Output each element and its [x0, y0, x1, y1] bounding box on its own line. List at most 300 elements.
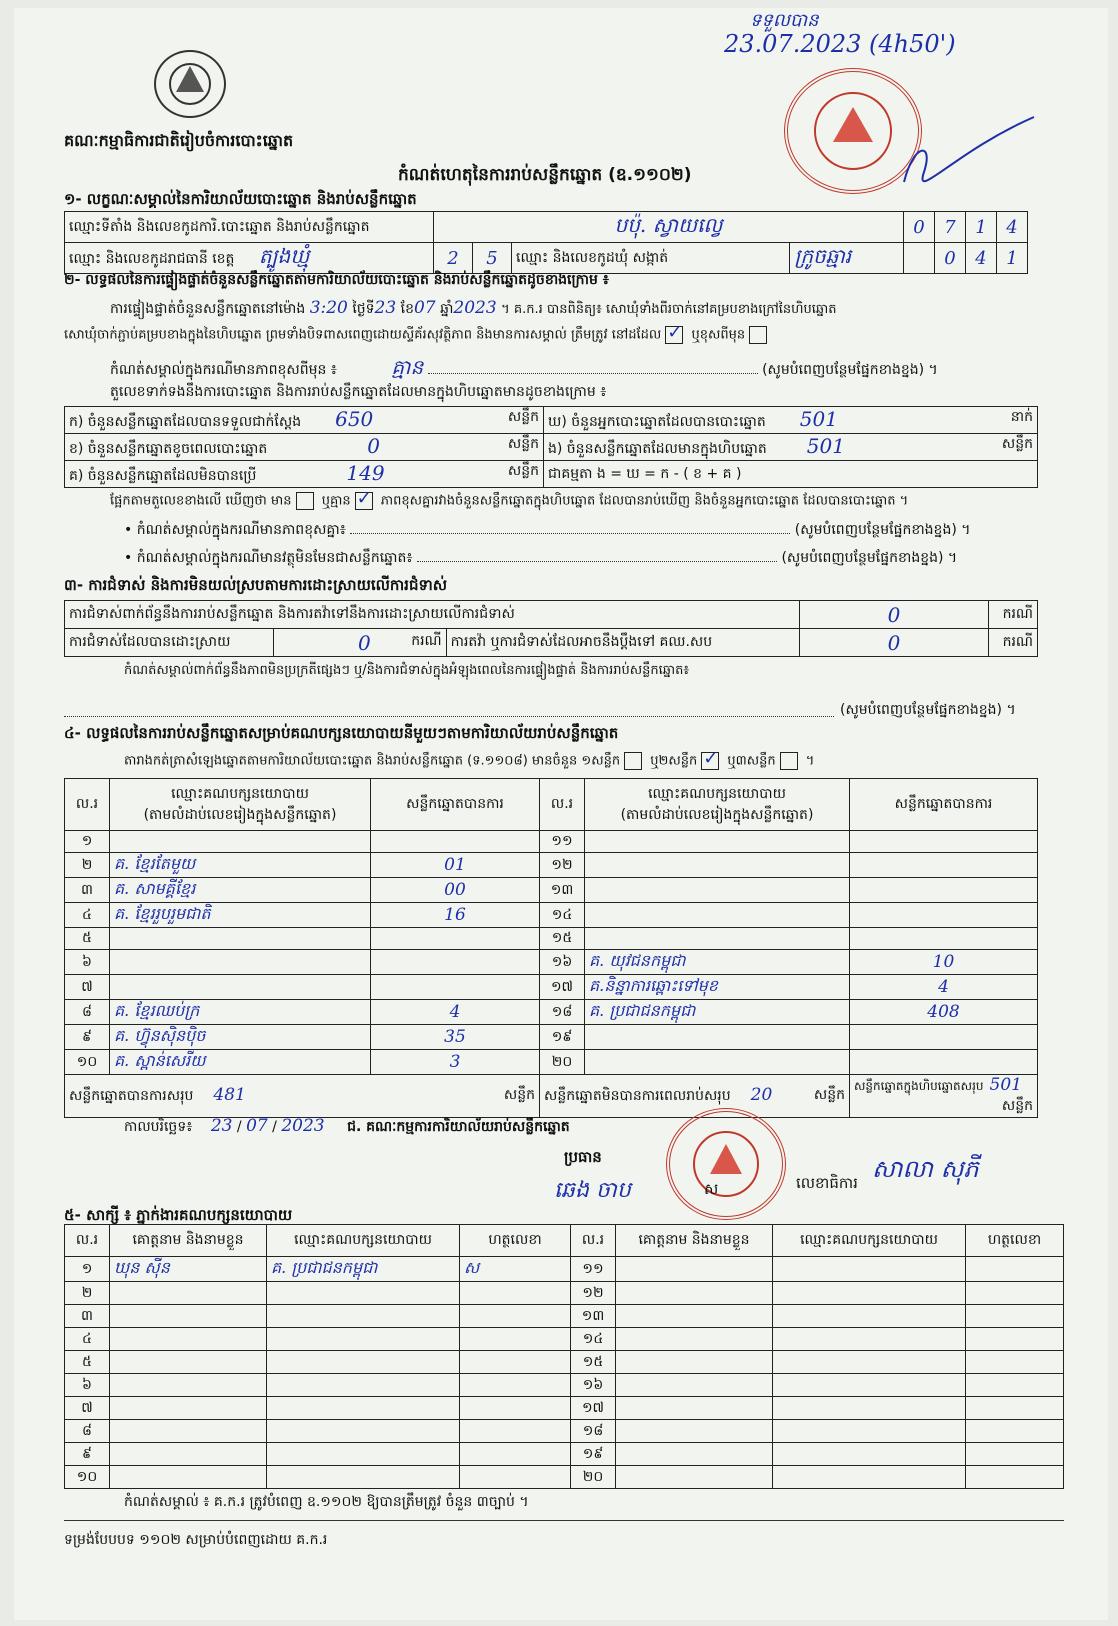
section1-heading: ១- លក្ខណៈសម្គាល់នៃការិយាល័យបោះឆ្នោត និងរាប់សន្លឹកឆ្នោត: [64, 190, 417, 208]
party-name-cell: គ.និន្នាការឆ្ពោះទៅមុខ: [585, 975, 850, 1000]
witness-party-cell: [773, 1374, 966, 1397]
witness-sign-cell: [460, 1305, 571, 1328]
station-table: [64, 211, 1028, 274]
verification-time: 3:20: [309, 298, 348, 318]
witness-sign-cell: [966, 1466, 1064, 1489]
row-a-label: ក) ចំនួនសន្លឹកឆ្នោតដែលបានទទួលជាក់ស្តែង: [69, 414, 302, 430]
objection-table: [64, 600, 1038, 657]
witness-no-cell: ៩: [65, 1443, 110, 1466]
witness-no-cell: ១០: [65, 1466, 110, 1489]
commune-label: ឈ្មោះ និងលេខកូដឃុំ សង្កាត់: [512, 243, 790, 274]
witness-name-cell: [110, 1305, 267, 1328]
objection-row1-value: 0: [800, 601, 989, 629]
row-e-label: ង) ចំនួនសន្លឹកឆ្នោតដែលមានក្នុងហិបឆ្នោត: [548, 441, 767, 457]
section5-heading: ៥- សាក្សី ៖ ភ្នាក់ងារគណបក្សនយោបាយ: [64, 1206, 293, 1224]
col-party-left: ឈ្មោះគណបក្សនយោបាយ: [171, 785, 309, 802]
witness-sign-cell: [966, 1420, 1064, 1443]
party-no-cell: ៣: [65, 878, 110, 903]
received-datetime: 23.07.2023 (4h50'): [724, 30, 956, 58]
witness-name-cell: [110, 1397, 267, 1420]
witness-sign-cell: [966, 1257, 1064, 1282]
witness-no-cell: ១៥: [571, 1351, 616, 1374]
witness-name-cell: [616, 1305, 773, 1328]
station-code-4: 4: [997, 212, 1028, 243]
witness-no-cell: ៨: [65, 1420, 110, 1443]
province-value: ត្បូងឃ្មុំ: [258, 244, 310, 268]
party-votes-cell: [850, 1025, 1038, 1050]
party-no-cell: ១: [65, 831, 110, 853]
witness-sign-cell: [460, 1397, 571, 1420]
witness-sign-cell: [460, 1282, 571, 1305]
witness-no-cell: ៥: [65, 1351, 110, 1374]
total-invalid-value: 20: [750, 1085, 773, 1105]
bullet-foreign-object: [124, 548, 1044, 569]
witness-name-cell: [616, 1257, 773, 1282]
col-votes-right: សន្លឹកឆ្នោតបានការ: [850, 779, 1038, 831]
witness-sign-cell: ស: [460, 1257, 571, 1282]
objection-row3-label: ការតវ៉ា ឬការជំទាស់ដែលអាចនឹងប្តឹងទៅ គឈ.សប: [446, 629, 799, 657]
commune-code-1: 0: [935, 243, 966, 274]
changed-checkbox[interactable]: [749, 326, 767, 344]
party-no-cell: ៨: [65, 1000, 110, 1025]
col-party-sub-right: (តាមលំដាប់លេខរៀងក្នុងសន្លឹកឆ្នោត): [620, 806, 814, 823]
witness-row: [65, 1257, 1064, 1282]
witness-name-cell: [110, 1374, 267, 1397]
objection-row1-label: ការជំទាស់ពាក់ព័ន្ធនឹងការរាប់សន្លឹកឆ្នោត និងការតវ៉ាទៅនឹងការដោះស្រាយលើការជំទាស់: [65, 601, 800, 629]
chair-signature: ឆេង ចាប: [554, 1178, 631, 1203]
party-result-row: [65, 1025, 1038, 1050]
witness-party-cell: [267, 1443, 460, 1466]
station-label: ឈ្មោះទីតាំង និងលេខកូដការិ.បោះឆ្នោត និងរាប់សន្លឹកឆ្នោត: [65, 212, 434, 243]
change-note-value: គ្មាន: [391, 355, 424, 379]
report-title: កំណត់ហេតុនៃការរាប់សន្លឹកឆ្នោត (ឧ.១១០២): [398, 165, 692, 185]
total-valid-value: 481: [213, 1085, 246, 1105]
province-code-2: 5: [473, 243, 512, 274]
witness-party-cell: [773, 1397, 966, 1420]
ballot-count-table: [64, 406, 1038, 488]
witness-col-no-left: ល.រ: [65, 1225, 110, 1257]
party-votes-cell: [371, 975, 540, 1000]
witness-party-cell: [773, 1443, 966, 1466]
party-name-cell: គ. ខ្មែររួបរួមជាតិ: [110, 903, 371, 928]
party-name-cell: [110, 928, 371, 950]
witness-party-cell: គ. ប្រជាជនកម្ពុជា: [267, 1257, 460, 1282]
party-name-cell: គ. ខ្មែរតែមួយ: [110, 853, 371, 878]
discrepancy-none-label: ឬគ្មាន: [321, 493, 351, 509]
witness-sign-cell: [460, 1328, 571, 1351]
witness-name-cell: [616, 1282, 773, 1305]
party-votes-cell: [850, 831, 1038, 853]
witness-sign-cell: [460, 1466, 571, 1489]
witness-no-cell: ១៧: [571, 1397, 616, 1420]
row-c-label: គ) ចំនួនសន្លឹកឆ្នោតដែលមិនបានប្រើ: [69, 468, 257, 484]
discrepancy-yes-checkbox[interactable]: [296, 492, 314, 510]
col-no-right: ល.រ: [540, 779, 585, 831]
commune-code-3: 1: [997, 243, 1028, 274]
row-e-value: 501: [806, 434, 845, 458]
change-note-line: [110, 354, 1050, 384]
change-note-hint: (សូមបំពេញបន្ថែមផ្នែកខាងខ្នង) ។: [762, 362, 938, 378]
witness-party-cell: [773, 1305, 966, 1328]
commune-code-2: 4: [966, 243, 997, 274]
witness-rows: [65, 1257, 1064, 1489]
footer-divider: [64, 1520, 1064, 1521]
witness-sign-cell: [460, 1351, 571, 1374]
witness-no-cell: ១៦: [571, 1374, 616, 1397]
witness-sign-cell: [966, 1282, 1064, 1305]
witness-col-name-right: គោត្តនាម និងនាមខ្លួន: [616, 1225, 773, 1257]
row-b-value: 0: [367, 434, 380, 458]
received-note: ទទួលបាន: [750, 10, 819, 31]
discrepancy-none-checkbox[interactable]: [355, 492, 373, 510]
province-label: ឈ្មោះ និងលេខកូដរាជធានី ខេត្ត: [69, 251, 235, 267]
party-votes-cell: [371, 928, 540, 950]
witness-no-cell: ១៤: [571, 1328, 616, 1351]
row-a-value: 650: [335, 407, 374, 431]
party-result-row: [65, 950, 1038, 975]
discrepancy-suffix: ភាពខុសគ្នារវាងចំនួនសន្លឹកឆ្នោតក្នុងហិបឆ្នោត ដែលបានរាប់ឃើញ និងចំនួនអ្នកបោះឆ្នោត ដែលបានបោះឆ្នោត ។: [380, 493, 909, 509]
changed-label: ឬខុសពីមុន: [691, 327, 746, 343]
party-result-row: [65, 878, 1038, 903]
party-no-cell: ១៣: [540, 878, 585, 903]
witness-row: [65, 1351, 1064, 1374]
three-sheets-label: ឬ៣សន្លឹក: [727, 753, 776, 769]
party-votes-cell: [850, 878, 1038, 903]
party-votes-cell: 3: [371, 1050, 540, 1075]
objection-row1-unit: ករណី: [989, 601, 1038, 629]
bullet-discrepancy: [124, 520, 1044, 541]
row-b-label: ខ) ចំនួនសន្លឹកឆ្នោតខូចពេលបោះឆ្នោត: [69, 441, 268, 457]
unchanged-label: នៅដដែល: [611, 327, 662, 343]
party-name-cell: [585, 831, 850, 853]
total-valid-label: សន្លឹកឆ្នោតបានការសរុប: [69, 1088, 194, 1104]
date-day: 23: [210, 1116, 233, 1136]
party-no-cell: ១៥: [540, 928, 585, 950]
witness-name-cell: [616, 1351, 773, 1374]
witness-name-cell: [110, 1282, 267, 1305]
member-label: ស: [704, 1180, 719, 1198]
witness-no-cell: ២: [65, 1282, 110, 1305]
witness-no-cell: ២០: [571, 1466, 616, 1489]
commission-name: គណៈកម្មាធិការជាតិរៀបចំការបោះឆ្នោត: [64, 131, 294, 150]
date-line: កាលបរិច្ឆេទ៖ 23 / 07 / 2023 ជ. គណៈកម្មការការិយាល័យរាប់សន្លឹកឆ្នោត: [124, 1116, 570, 1136]
witness-no-cell: ១១: [571, 1257, 616, 1282]
party-name-cell: គ. សាមគ្គីខ្មែរ: [110, 878, 371, 903]
party-votes-cell: [850, 1050, 1038, 1075]
unchanged-checkbox[interactable]: [665, 326, 683, 344]
final-note: កំណត់សម្គាល់ ៖ គ.ក.រ ត្រូវបំពេញ ឧ.១១០២ ឱ្យបានត្រឹមត្រូវ ចំនួន ៣ច្បាប់ ។: [124, 1494, 529, 1510]
party-name-cell: គ. យុវជនកម្ពុជា: [585, 950, 850, 975]
party-votes-cell: 408: [850, 1000, 1038, 1025]
party-votes-cell: 01: [371, 853, 540, 878]
witness-party-cell: [773, 1420, 966, 1443]
col-no-left: ល.រ: [65, 779, 110, 831]
party-result-row: [65, 903, 1038, 928]
witness-no-cell: ១៨: [571, 1420, 616, 1443]
witness-name-cell: [110, 1443, 267, 1466]
witness-name-cell: [616, 1443, 773, 1466]
witness-party-cell: [267, 1466, 460, 1489]
party-no-cell: ២: [65, 853, 110, 878]
party-name-cell: [585, 1050, 850, 1075]
bullet-discrepancy-label: • កំណត់សម្គាល់ក្នុងករណីមានភាពខុសគ្នា៖: [124, 522, 346, 538]
tally-sheet-intro: តារាងកត់ត្រាសំឡេងឆ្នោតតាមការិយាល័យបោះឆ្នោត និងរាប់សន្លឹកឆ្នោត (ទ.១១០៨) មានចំនួន ១សន្លឹក: [124, 753, 621, 769]
party-votes-cell: 4: [371, 1000, 540, 1025]
party-no-cell: ៥: [65, 928, 110, 950]
witness-col-sign-left: ហត្ថលេខា: [460, 1225, 571, 1257]
objection-row2-value: 0: [358, 630, 371, 655]
seal-statement: សោឃុំចាក់ភ្ជាប់គម្របខាងក្នុងនៃហិបឆ្នោត ព្រមទាំងបិទពាសពេញដោយស្ទីគ័រសុវត្ថិភាព និងមានការសម្គាល់ ត្រឹមត្រូវ: [64, 327, 608, 343]
party-name-cell: [585, 878, 850, 903]
total-invalid-unit: សន្លឹក: [813, 1087, 845, 1103]
two-sheets-label: ឬ២សន្លឹក: [650, 753, 698, 769]
party-no-cell: ១៩: [540, 1025, 585, 1050]
row-d-unit: នាក់: [1010, 409, 1033, 425]
year-label: ឆ្នាំ: [440, 301, 454, 317]
station-value: បប៉ុ. ស្វាយល្វេ: [614, 213, 723, 237]
station-code-3: 1: [966, 212, 997, 243]
party-no-cell: ៦: [65, 950, 110, 975]
party-rows: [65, 831, 1038, 1075]
party-name-cell: [110, 831, 371, 853]
verification-day: 23: [374, 298, 397, 318]
date-year: 2023: [281, 1116, 325, 1136]
form-footer: ទម្រង់បែបបទ ១១០២ សម្រាប់បំពេញដោយ គ.ក.រ: [64, 1532, 328, 1548]
witness-name-cell: [616, 1397, 773, 1420]
objection-row2-label: ការជំទាស់ដែលបានដោះស្រាយ: [65, 629, 274, 657]
party-name-cell: គ. ខ្មែរឈប់ក្រ: [110, 1000, 371, 1025]
witness-party-cell: [267, 1328, 460, 1351]
witness-name-cell: [110, 1328, 267, 1351]
total-box-unit: សន្លឹក: [1001, 1098, 1033, 1114]
row-c-value: 149: [346, 461, 385, 485]
change-note-label: កំណត់សម្គាល់ក្នុងករណីមានភាពខុសពីមុន ៖: [110, 362, 337, 378]
witness-name-cell: [110, 1420, 267, 1443]
witness-col-sign-right: ហត្ថលេខា: [966, 1225, 1064, 1257]
witness-party-cell: [773, 1351, 966, 1374]
col-party-sub-left: (តាមលំដាប់លេខរៀងក្នុងសន្លឹកឆ្នោត): [143, 806, 337, 823]
province-code-1: 2: [434, 243, 473, 274]
party-result-row: [65, 975, 1038, 1000]
witness-row: [65, 1466, 1064, 1489]
party-no-cell: ១៧: [540, 975, 585, 1000]
witness-party-cell: [267, 1282, 460, 1305]
chair-label: ប្រធាន: [564, 1148, 602, 1166]
verification-year: 2023: [453, 298, 497, 318]
discrepancy-line: [110, 492, 908, 512]
irregularity-hint: (សូមបំពេញបន្ថែមផ្នែកខាងខ្នង) ។: [840, 702, 1016, 718]
total-invalid-label: សន្លឹកឆ្នោតមិនបានការពេលរាប់សរុប: [544, 1088, 731, 1104]
witness-party-cell: [773, 1466, 966, 1489]
witness-name-cell: [616, 1328, 773, 1351]
witness-row: [65, 1443, 1064, 1466]
one-sheet-checkbox[interactable]: [624, 752, 642, 770]
witness-party-cell: [267, 1374, 460, 1397]
row-c-unit: សន្លឹក: [507, 463, 539, 479]
row-d-label: ឃ) ចំនួនអ្នកបោះឆ្នោតដែលបានបោះឆ្នោត: [548, 414, 766, 430]
signature-mark: [894, 112, 1044, 192]
witness-party-cell: [773, 1282, 966, 1305]
party-name-cell: [585, 1025, 850, 1050]
station-code-2: 7: [935, 212, 966, 243]
party-votes-cell: [850, 928, 1038, 950]
party-result-row: [65, 1050, 1038, 1075]
row-d-value: 501: [799, 407, 838, 431]
party-result-row: [65, 831, 1038, 853]
witness-sign-cell: [460, 1374, 571, 1397]
witness-no-cell: ១: [65, 1257, 110, 1282]
witness-name-cell: [616, 1466, 773, 1489]
party-no-cell: ១៤: [540, 903, 585, 928]
party-votes-cell: 4: [850, 975, 1038, 1000]
verification-prefix: ការផ្ទៀងផ្ទាត់ចំនួនសន្លឹកឆ្នោតនៅម៉ោង: [110, 301, 306, 317]
party-name-cell: [110, 975, 371, 1000]
party-result-row: [65, 853, 1038, 878]
witness-table: [64, 1224, 1064, 1489]
bullet-discrepancy-hint: (សូមបំពេញបន្ថែមផ្នែកខាងខ្នង) ។: [794, 522, 971, 538]
witness-party-cell: [267, 1305, 460, 1328]
witness-sign-cell: [966, 1351, 1064, 1374]
document-page: [14, 8, 1108, 1620]
party-result-row: [65, 928, 1038, 950]
party-name-cell: គ. ប្រជាជនកម្ពុជា: [585, 1000, 850, 1025]
witness-row: [65, 1397, 1064, 1420]
witness-sign-cell: [966, 1305, 1064, 1328]
formula: ជាគម្មតា ង = ឃ = ក - ( ខ + គ ): [544, 461, 1038, 488]
party-no-cell: ១១: [540, 831, 585, 853]
bullet-foreign-label: • កំណត់សម្គាល់ក្នុងករណីមានវត្ថុមិនមែនជាសន្លឹកឆ្នោត៖: [124, 550, 413, 566]
witness-col-party-right: ឈ្មោះគណបក្សនយោបាយ: [773, 1225, 966, 1257]
committee-stamp: [666, 1108, 786, 1220]
witness-row: [65, 1420, 1064, 1443]
section2-heading: ២- លទ្ធផលនៃការផ្ទៀងផ្ទាត់ចំនួនសន្លឹកឆ្នោតតាមការិយាល័យបោះឆ្នោត និងរាប់សន្លឹកឆ្នោតដូចខាងក្រោម ៖: [64, 272, 609, 288]
witness-name-cell: [110, 1466, 267, 1489]
commission-emblem: [154, 50, 226, 118]
witness-no-cell: ១២: [571, 1282, 616, 1305]
two-sheets-checkbox[interactable]: [701, 752, 719, 770]
witness-row: [65, 1328, 1064, 1351]
witness-party-cell: [773, 1257, 966, 1282]
verification-line-2: [64, 326, 771, 346]
party-results-table: [64, 778, 1038, 1118]
row-b-unit: សន្លឹក: [507, 436, 539, 452]
witness-party-cell: [267, 1420, 460, 1443]
witness-col-name-left: គោត្តនាម និងនាមខ្លួន: [110, 1225, 267, 1257]
party-no-cell: ៧: [65, 975, 110, 1000]
change-note-dots: [428, 373, 758, 374]
party-result-row: [65, 1000, 1038, 1025]
witness-name-cell: [616, 1420, 773, 1443]
witness-sign-cell: [460, 1420, 571, 1443]
three-sheets-checkbox[interactable]: [780, 752, 798, 770]
party-no-cell: ១០: [65, 1050, 110, 1075]
witness-no-cell: ៦: [65, 1374, 110, 1397]
party-no-cell: ១៨: [540, 1000, 585, 1025]
day-label: ថ្ងៃទី: [352, 301, 375, 317]
party-name-cell: គ. ហ៊្វុនស៊ិនប៉ិច: [110, 1025, 371, 1050]
party-votes-cell: [850, 903, 1038, 928]
witness-no-cell: ៧: [65, 1397, 110, 1420]
party-votes-cell: 00: [371, 878, 540, 903]
witness-row: [65, 1282, 1064, 1305]
bullet-foreign-hint: (សូមបំពេញបន្ថែមផ្នែកខាងខ្នង) ។: [781, 550, 958, 566]
party-name-cell: [585, 903, 850, 928]
discrepancy-prefix: ផ្អែកតាមតួលេខខាងលើ ឃើញថា មាន: [110, 493, 292, 509]
party-votes-cell: [371, 950, 540, 975]
emblem-icon: [156, 52, 224, 116]
witness-sign-cell: [966, 1397, 1064, 1420]
irregularity-dots: [64, 716, 834, 717]
witness-no-cell: ១៩: [571, 1443, 616, 1466]
party-no-cell: ៩: [65, 1025, 110, 1050]
witness-col-no-right: ល.រ: [571, 1225, 616, 1257]
party-votes-cell: 10: [850, 950, 1038, 975]
witness-no-cell: ៣: [65, 1305, 110, 1328]
total-box-value: 501: [989, 1075, 1022, 1095]
witness-name-cell: ឃុន ស៊ីន: [110, 1257, 267, 1282]
row-e-unit: សន្លឹក: [1001, 436, 1033, 452]
witness-no-cell: ៤: [65, 1328, 110, 1351]
party-name-cell: [585, 928, 850, 950]
witness-sign-cell: [966, 1374, 1064, 1397]
section3-heading: ៣- ការជំទាស់ និងការមិនយល់ស្របតាមការដោះស្រាយលើការជំទាស់: [64, 576, 448, 594]
party-no-cell: ១២: [540, 853, 585, 878]
witness-sign-cell: [460, 1443, 571, 1466]
witness-name-cell: [616, 1374, 773, 1397]
total-valid-unit: សន្លឹក: [503, 1087, 535, 1103]
witness-sign-cell: [966, 1328, 1064, 1351]
objection-row2-unit: ករណី: [411, 632, 442, 649]
committee-label: ជ. គណៈកម្មការការិយាល័យរាប់សន្លឹកឆ្នោត: [347, 1119, 570, 1135]
party-name-cell: [110, 950, 371, 975]
witness-party-cell: [773, 1328, 966, 1351]
party-votes-cell: [850, 853, 1038, 878]
secretary-label: លេខាធិការ: [796, 1174, 858, 1192]
date-label: កាលបរិច្ឆេទ៖: [124, 1119, 193, 1135]
objection-row3-value: 0: [800, 629, 989, 657]
party-no-cell: ១៦: [540, 950, 585, 975]
col-party-right: ឈ្មោះគណបក្សនយោបាយ: [648, 785, 786, 802]
party-no-cell: ៤: [65, 903, 110, 928]
party-votes-cell: [371, 831, 540, 853]
verification-suffix: ។ គ.ក.រ បានពិនិត្យ៖ សោឃុំទាំងពីរចាក់នៅគម្របខាងក្រៅនៃហិបឆ្នោត: [501, 302, 837, 317]
witness-row: [65, 1305, 1064, 1328]
party-votes-cell: 35: [371, 1025, 540, 1050]
secretary-signature: សាលា សុភី: [872, 1155, 979, 1183]
verification-month: 07: [413, 298, 436, 318]
witness-row: [65, 1374, 1064, 1397]
witness-sign-cell: [966, 1443, 1064, 1466]
station-code-1: 0: [904, 212, 935, 243]
total-box-label: សន្លឹកឆ្នោតក្នុងហិបឆ្នោតសរុប: [854, 1079, 984, 1093]
witness-no-cell: ១៣: [571, 1305, 616, 1328]
objection-row3-unit: ករណី: [989, 629, 1038, 657]
irregularity-note: កំណត់សម្គាល់ពាក់ព័ន្ធនឹងភាពមិនប្រក្រតីផ្សេងៗ ឬ/និងការជំទាស់ក្នុងអំឡុងពេលនៃការផ្ទៀងផ្ទាត់ និងការរាប់សន្លឹកឆ្នោត៖: [124, 663, 690, 678]
witness-col-party-left: ឈ្មោះគណបក្សនយោបាយ: [267, 1225, 460, 1257]
party-name-cell: គ. ស្ពាន់សេរីយ: [110, 1050, 371, 1075]
verification-line-1: [110, 298, 837, 320]
party-name-cell: [585, 853, 850, 878]
date-month: 07: [246, 1116, 268, 1136]
party-votes-cell: 16: [371, 903, 540, 928]
witness-name-cell: [110, 1351, 267, 1374]
party-no-cell: ២០: [540, 1050, 585, 1075]
commune-value: ក្រូចឆ្មារ: [790, 243, 904, 274]
witness-party-cell: [267, 1397, 460, 1420]
row-a-unit: សន្លឹក: [507, 409, 539, 425]
col-votes-left: សន្លឹកឆ្នោតបានការ: [371, 779, 540, 831]
tally-sheet-line: តារាងកត់ត្រាសំឡេងឆ្នោតតាមការិយាល័យបោះឆ្នោត និងរាប់សន្លឹកឆ្នោត (ទ.១១០៨) មានចំនួន ១សន្លឹក ឬ២សន្លឹក✓ ឬ៣សន្លឹក ។: [124, 752, 814, 772]
